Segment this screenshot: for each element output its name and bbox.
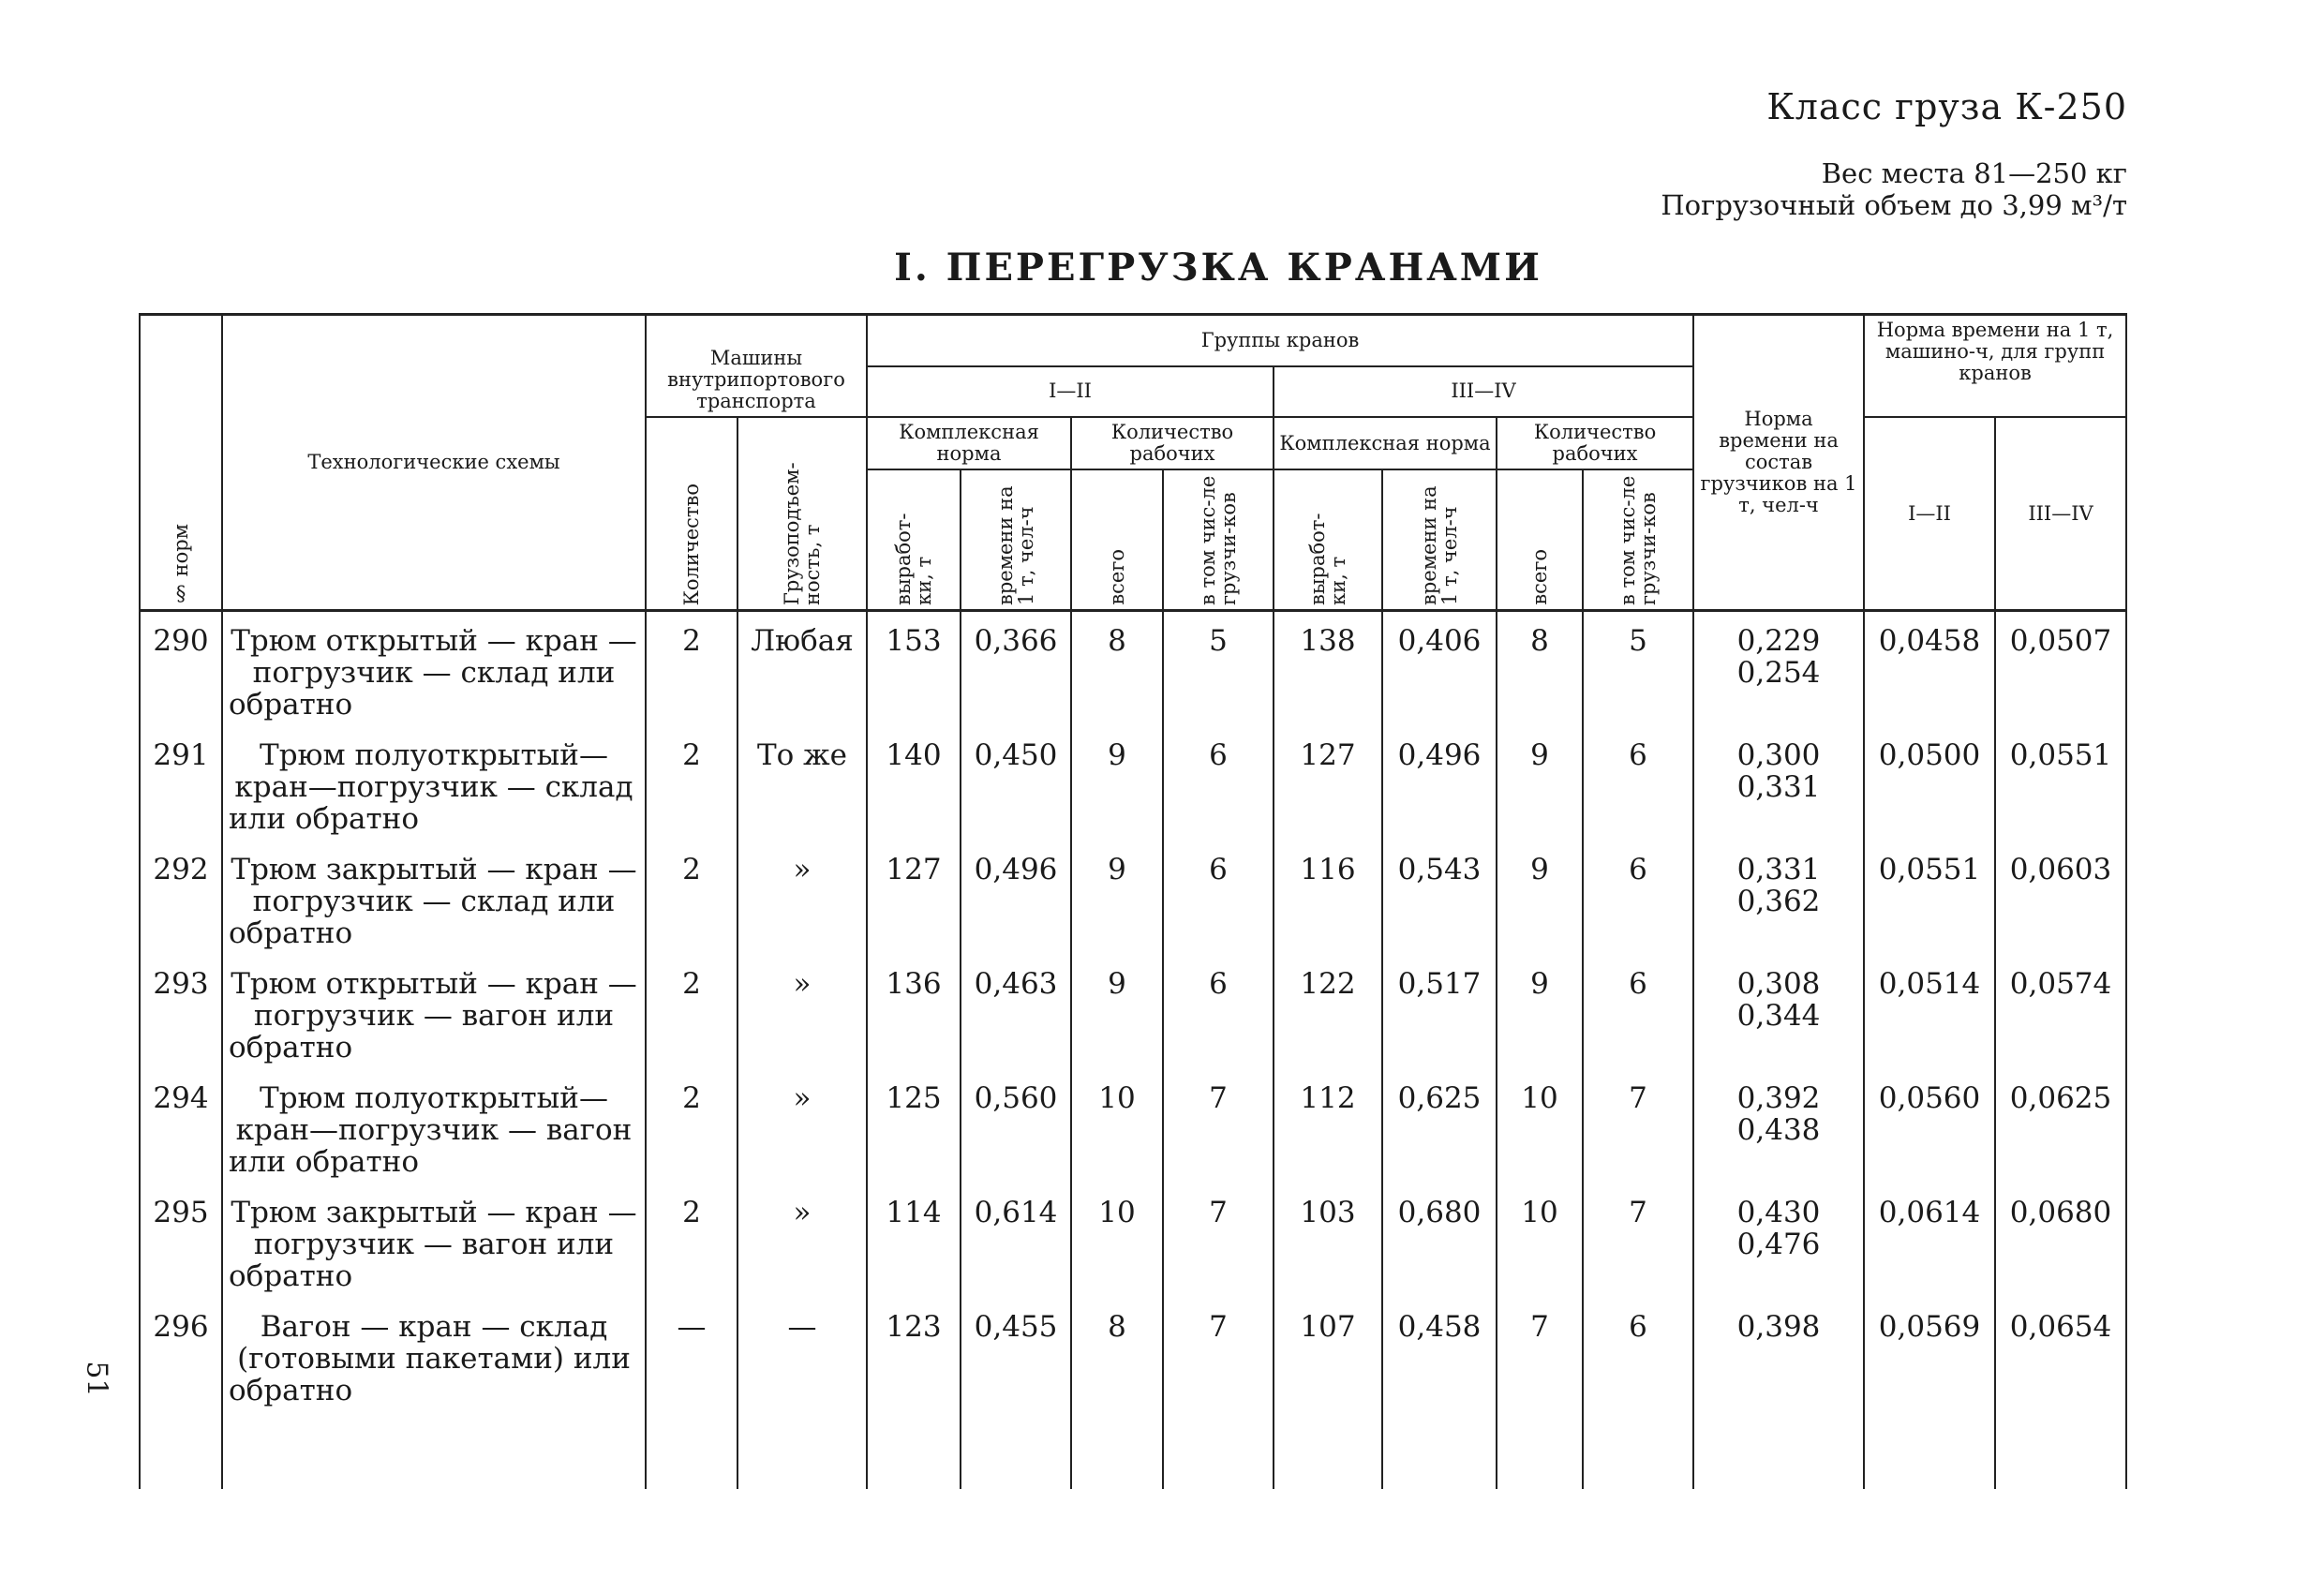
table-row [140,611,2126,727]
table-body [140,611,2126,1490]
norm-number: 291 [140,726,222,841]
time-group-2: 0,543 [1382,841,1497,955]
time-group-2: 0,517 [1382,955,1497,1069]
norm-time-value: 0,300 [1736,738,1821,772]
time-group-1: 0,496 [961,841,1071,955]
table-row [140,955,2126,1069]
output-group-2: 122 [1274,955,1382,1069]
norm-number: 295 [140,1184,222,1298]
scheme-text: Трюм открытый — кран — погрузчик — вагон или обратно [222,955,646,1069]
weight-per-piece: Вес места 81—250 кг [1821,157,2127,189]
output-group-1: 140 [867,726,961,841]
time-group-1: 0,560 [961,1069,1071,1184]
time-group-1: 0,463 [961,955,1071,1069]
norm-time-value: 0,398 [1736,1310,1821,1344]
machine-norm-group-2: 0,0654 [1995,1298,2126,1489]
header-machines: Машины внутрипортового транспорта [646,315,867,418]
machine-norm-group-2: 0,0551 [1995,726,2126,841]
output-group-2: 112 [1274,1069,1382,1184]
scheme-text: Трюм полуоткрытый—кран—погрузчик — вагон или обратно [222,1069,646,1184]
time-group-1: 0,366 [961,611,1071,727]
loaders-group-1: 7 [1163,1069,1274,1184]
table-row [140,726,2126,841]
machine-capacity: То же [737,726,867,841]
scheme-text: Трюм закрытый — кран — погрузчик — склад или обратно [222,841,646,955]
section-title: I. ПЕРЕГРУЗКА КРАНАМИ [894,246,1542,290]
norm-time-value: 0,438 [1736,1113,1821,1147]
loaders-group-1: 5 [1163,611,1274,727]
output-group-1: 125 [867,1069,961,1184]
loaders-group-2: 6 [1583,1298,1693,1489]
header-complex-norm-2: Комплексная норма [1274,417,1497,469]
norms-table [139,313,2127,1489]
header-machine-group-1: I—II [1864,417,1995,611]
output-group-2: 116 [1274,841,1382,955]
header-incl-1: в том чис-ле грузчи-ков [1163,469,1274,611]
output-group-1: 136 [867,955,961,1069]
table-row [140,1298,2126,1489]
header-total-2: всего [1497,469,1583,611]
output-group-1: 153 [867,611,961,727]
workers-total-group-1: 10 [1071,1069,1163,1184]
machine-norm-group-2: 0,0574 [1995,955,2126,1069]
table-row [140,1184,2126,1298]
workers-total-group-2: 9 [1497,726,1583,841]
workers-total-group-1: 10 [1071,1184,1163,1298]
time-group-1: 0,455 [961,1298,1071,1489]
output-group-2: 103 [1274,1184,1382,1298]
norm-time-value: 0,476 [1736,1228,1821,1261]
output-group-2: 107 [1274,1298,1382,1489]
loaders-group-2: 5 [1583,611,1693,727]
output-group-1: 114 [867,1184,961,1298]
norm-time-cell [1693,726,1864,841]
norms-table-container [139,313,2125,1489]
scheme-text: Трюм закрытый — кран — погрузчик — вагон или обратно [222,1184,646,1298]
machine-capacity: Любая [737,611,867,727]
workers-total-group-1: 8 [1071,1298,1163,1489]
norm-number: 290 [140,611,222,727]
norm-time-value: 0,392 [1736,1081,1821,1115]
header-complex-norm-1: Комплексная норма [867,417,1071,469]
output-group-1: 127 [867,841,961,955]
norm-number: 293 [140,955,222,1069]
scheme-text: Трюм открытый — кран — погрузчик — склад или обратно [222,611,646,727]
header-group-2: III—IV [1274,366,1693,417]
header-time-2: времени на 1 т, чел-ч [1382,469,1497,611]
norm-time-value: 0,331 [1736,770,1821,804]
table-row [140,1069,2126,1184]
workers-total-group-2: 8 [1497,611,1583,727]
header-norm-time: Норма времени на состав грузчиков на 1 т, чел-ч [1693,315,1864,611]
time-group-2: 0,625 [1382,1069,1497,1184]
header-output-1: выработ-ки, т [867,469,961,611]
norm-number: 292 [140,841,222,955]
workers-total-group-2: 10 [1497,1184,1583,1298]
norm-time-cell [1693,611,1864,727]
norm-time-cell [1693,1069,1864,1184]
loaders-group-2: 7 [1583,1184,1693,1298]
header-quantity: Количество [646,417,737,611]
table-row [140,841,2126,955]
machine-quantity: 2 [646,841,737,955]
header-time-1: времени на 1 т, чел-ч [961,469,1071,611]
norm-time-value: 0,344 [1736,999,1821,1033]
time-group-2: 0,458 [1382,1298,1497,1489]
norm-time-cell [1693,841,1864,955]
machine-norm-group-1: 0,0560 [1864,1069,1995,1184]
time-group-2: 0,406 [1382,611,1497,727]
header-output-2: выработ-ки, т [1274,469,1382,611]
machine-capacity: » [737,1069,867,1184]
scheme-text: Трюм полуоткрытый—кран—погрузчик — склад или обратно [222,726,646,841]
loaders-group-1: 7 [1163,1184,1274,1298]
loaders-group-1: 6 [1163,726,1274,841]
loading-volume: Погрузочный объем до 3,99 м³/т [1661,189,2127,221]
machine-capacity: » [737,841,867,955]
machine-norm-group-2: 0,0680 [1995,1184,2126,1298]
output-group-2: 138 [1274,611,1382,727]
machine-capacity: — [737,1298,867,1489]
header-workers-1: Количество рабочих [1071,417,1274,469]
norm-time-value: 0,308 [1736,967,1821,1001]
machine-capacity: » [737,955,867,1069]
workers-total-group-1: 8 [1071,611,1163,727]
machine-capacity: » [737,1184,867,1298]
workers-total-group-2: 10 [1497,1069,1583,1184]
scheme-text: Вагон — кран — склад (готовыми пакетами) или обратно [222,1298,646,1489]
header-total-1: всего [1071,469,1163,611]
norm-number: 294 [140,1069,222,1184]
machine-norm-group-1: 0,0514 [1864,955,1995,1069]
machine-quantity: 2 [646,1184,737,1298]
norm-time-value: 0,229 [1736,624,1821,658]
machine-quantity: — [646,1298,737,1489]
machine-norm-group-1: 0,0458 [1864,611,1995,727]
output-group-2: 127 [1274,726,1382,841]
header-workers-2: Количество рабочих [1497,417,1693,469]
loaders-group-1: 6 [1163,955,1274,1069]
header-norm-number: § норм [140,315,222,611]
loaders-group-2: 7 [1583,1069,1693,1184]
workers-total-group-2: 7 [1497,1298,1583,1489]
workers-total-group-1: 9 [1071,955,1163,1069]
workers-total-group-1: 9 [1071,726,1163,841]
workers-total-group-2: 9 [1497,955,1583,1069]
workers-total-group-1: 9 [1071,841,1163,955]
loaders-group-2: 6 [1583,726,1693,841]
page-number: 51 [80,1361,113,1397]
header-group-1: I—II [867,366,1274,417]
header-machine-group-2: III—IV [1995,417,2126,611]
machine-quantity: 2 [646,955,737,1069]
machine-norm-group-1: 0,0569 [1864,1298,1995,1489]
output-group-1: 123 [867,1298,961,1489]
norm-time-value: 0,430 [1736,1196,1821,1229]
norm-time-value: 0,362 [1736,885,1821,918]
workers-total-group-2: 9 [1497,841,1583,955]
machine-norm-group-1: 0,0500 [1864,726,1995,841]
header-crane-groups: Группы кранов [867,315,1693,366]
norm-time-cell [1693,1184,1864,1298]
loaders-group-2: 6 [1583,955,1693,1069]
loaders-group-2: 6 [1583,841,1693,955]
cargo-parameters [1661,157,2127,221]
loaders-group-1: 7 [1163,1298,1274,1489]
machine-norm-group-2: 0,0625 [1995,1069,2126,1184]
machine-norm-group-2: 0,0507 [1995,611,2126,727]
norm-time-value: 0,254 [1736,656,1821,690]
cargo-class-title: Класс груза К-250 [1766,86,2127,127]
time-group-1: 0,450 [961,726,1071,841]
header-incl-2: в том чис-ле грузчи-ков [1583,469,1693,611]
header-machine-norm: Норма времени на 1 т, машино-ч, для групп кранов [1864,315,2126,418]
norm-time-cell [1693,1298,1864,1489]
machine-quantity: 2 [646,611,737,727]
machine-quantity: 2 [646,726,737,841]
header-capacity: Грузоподъем-ность, т [737,417,867,611]
time-group-2: 0,496 [1382,726,1497,841]
machine-norm-group-2: 0,0603 [1995,841,2126,955]
machine-norm-group-1: 0,0614 [1864,1184,1995,1298]
loaders-group-1: 6 [1163,841,1274,955]
time-group-2: 0,680 [1382,1184,1497,1298]
table-header [140,315,2126,611]
machine-norm-group-1: 0,0551 [1864,841,1995,955]
norm-time-cell [1693,955,1864,1069]
norm-time-value: 0,331 [1736,853,1821,886]
machine-quantity: 2 [646,1069,737,1184]
time-group-1: 0,614 [961,1184,1071,1298]
norm-number: 296 [140,1298,222,1489]
header-schemes: Технологические схемы [222,315,646,611]
